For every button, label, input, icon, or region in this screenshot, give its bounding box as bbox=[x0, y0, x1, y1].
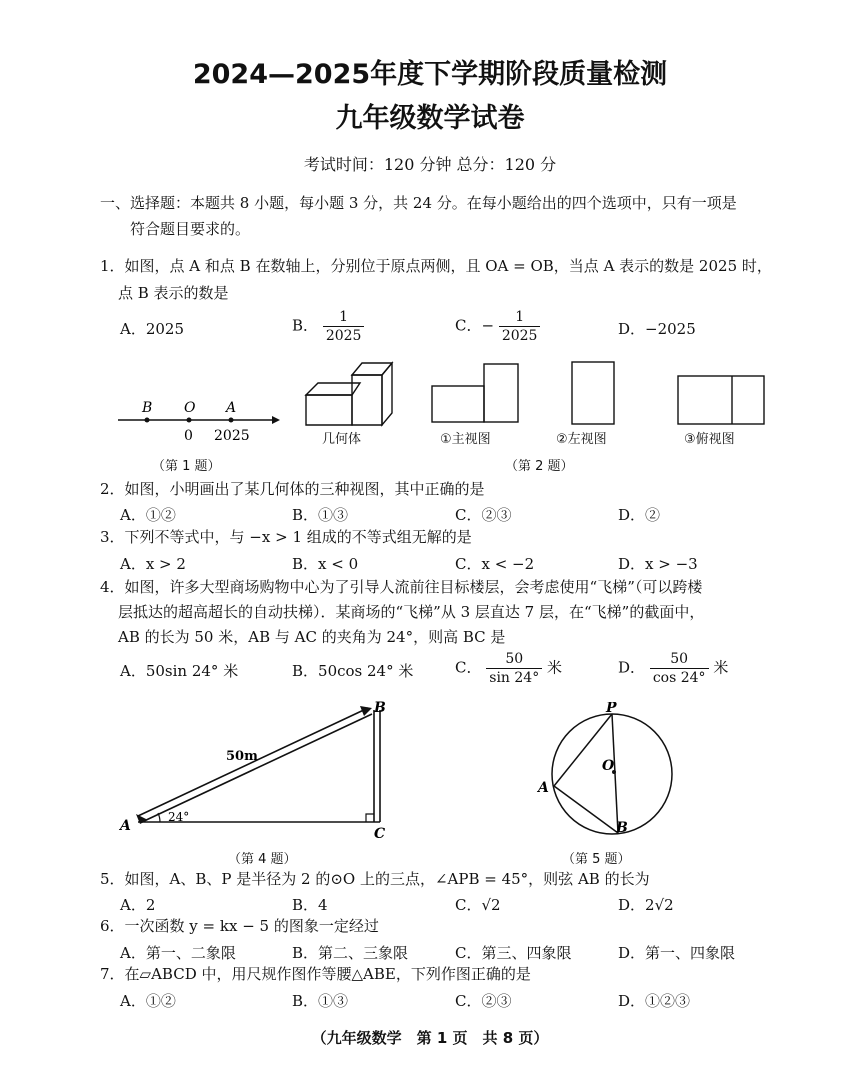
q2-solid-label: 几何体 bbox=[322, 432, 362, 447]
q5-option-b: B．4 bbox=[292, 896, 328, 914]
q7-stem: 7．在▱ABCD 中，用尺规作图作等腰△ABE，下列作图正确的是 bbox=[100, 965, 531, 983]
q5-option-d: D．2√2 bbox=[618, 896, 674, 914]
label-o: O bbox=[184, 400, 196, 416]
q5-caption: （第 5 题） bbox=[562, 852, 631, 867]
circle-o bbox=[552, 714, 672, 834]
q6-option-a: A．第一、二象限 bbox=[120, 944, 236, 962]
q2-caption: （第 2 题） bbox=[505, 459, 574, 474]
segment-ab-lower bbox=[142, 714, 372, 822]
q4-option-c-fraction bbox=[486, 650, 542, 687]
q7-option-c: C．②③ bbox=[455, 992, 512, 1010]
q4-option-d-numerator: 50 bbox=[650, 650, 709, 669]
q1-option-b-prefix: B． bbox=[292, 316, 319, 335]
q5-option-a: A．2 bbox=[120, 896, 156, 914]
q6-option-d: D．第一、四象限 bbox=[618, 944, 736, 962]
label-o: O bbox=[602, 758, 615, 774]
q2-front-view-figure bbox=[428, 360, 524, 426]
point-a bbox=[229, 418, 234, 423]
q7-option-d: D．①②③ bbox=[618, 992, 691, 1010]
q4-line2: 层抵达的超高超长的自动扶梯）．某商场的“飞梯”从 3 层直达 7 层，在“飞梯”的截面中， bbox=[118, 603, 705, 621]
label-b: B bbox=[374, 700, 386, 716]
q1-line2: 点 B 表示的数是 bbox=[118, 284, 229, 302]
q1-option-c-denominator: 2025 bbox=[501, 328, 538, 344]
label-angle: 24° bbox=[168, 810, 190, 824]
q1-option-c-prefix: C．− bbox=[455, 316, 495, 335]
q4-option-a: A．50sin 24° 米 bbox=[120, 662, 239, 680]
q5-stem: 5．如图，A、B、P 是半径为 2 的⊙O 上的三点，∠APB = 45°，则弦 AB 的长为 bbox=[100, 870, 650, 888]
q2-option-b: B．①③ bbox=[292, 506, 349, 524]
q4-escalator-figure bbox=[116, 696, 406, 846]
q4-option-d-unit: 米 bbox=[713, 658, 729, 677]
q1-option-c-numerator: 1 bbox=[499, 308, 541, 327]
exam-info: 考试时间：120 分钟 总分：120 分 bbox=[303, 155, 557, 174]
q2-option-a: A．①② bbox=[120, 506, 176, 524]
exam-subtitle: 九年级数学试卷 bbox=[335, 103, 525, 134]
q3-option-b: B．x < 0 bbox=[292, 555, 359, 573]
q7-option-b: B．①③ bbox=[292, 992, 349, 1010]
q2-stem: 2．如图，小明画出了某几何体的三种视图，其中正确的是 bbox=[100, 480, 485, 498]
q3-option-c: C．x < −2 bbox=[455, 555, 535, 573]
q7-option-a: A．①② bbox=[120, 992, 176, 1010]
right-angle-mark bbox=[366, 814, 374, 822]
q1-number-line-figure bbox=[112, 392, 282, 452]
label-2025: 2025 bbox=[214, 428, 250, 444]
q4-caption: （第 4 题） bbox=[228, 852, 297, 867]
section-heading bbox=[100, 190, 780, 242]
chord-pa bbox=[554, 714, 612, 786]
q2-front-view-label: ①主视图 bbox=[440, 432, 491, 447]
q2-solid-figure bbox=[300, 355, 400, 430]
q6-stem: 6．一次函数 y = kx − 5 的图象一定经过 bbox=[100, 917, 379, 935]
q5-option-c: C．√2 bbox=[455, 896, 501, 914]
label-a: A bbox=[538, 780, 549, 796]
q5-circle-figure bbox=[530, 702, 690, 842]
page-footer: （九年级数学 第 1 页 共 8 页） bbox=[311, 1029, 549, 1047]
q2-top-view-figure bbox=[674, 372, 770, 428]
label-zero: 0 bbox=[184, 428, 193, 444]
q1-option-a: A．2025 bbox=[120, 320, 185, 338]
q1-option-b bbox=[292, 308, 364, 345]
q1-line1: 1．如图，点 A 和点 B 在数轴上，分别位于原点两侧，且 OA = OB，当点 A 表示的数是 2025 时， bbox=[100, 257, 772, 275]
q4-option-d-fraction bbox=[650, 650, 709, 687]
q2-option-d: D．② bbox=[618, 506, 661, 524]
q6-option-b: B．第二、三象限 bbox=[292, 944, 409, 962]
q4-option-b: B．50cos 24° 米 bbox=[292, 662, 414, 680]
q4-line3: AB 的长为 50 米，AB 与 AC 的夹角为 24°，则高 BC 是 bbox=[118, 628, 506, 646]
number-line-arrow bbox=[272, 416, 280, 424]
q2-top-view-label: ③俯视图 bbox=[684, 432, 735, 447]
point-o bbox=[187, 418, 192, 423]
q3-option-a: A．x > 2 bbox=[120, 555, 186, 573]
label-b: B bbox=[142, 400, 153, 416]
q4-option-d bbox=[618, 650, 728, 687]
label-b: B bbox=[616, 820, 628, 836]
q1-option-c bbox=[455, 308, 540, 345]
q1-option-b-denominator: 2025 bbox=[325, 328, 362, 344]
q2-option-c: C．②③ bbox=[455, 506, 512, 524]
section-heading-line2: 符合题目要求的。 bbox=[130, 220, 251, 238]
q4-option-c-numerator: 50 bbox=[486, 650, 542, 669]
q2-left-view-figure bbox=[566, 358, 620, 428]
q3-option-d: D．x > −3 bbox=[618, 555, 698, 573]
q4-option-c bbox=[455, 650, 562, 687]
q6-option-c: C．第三、四象限 bbox=[455, 944, 572, 962]
q4-option-c-denominator: sin 24° bbox=[489, 670, 540, 686]
label-p: P bbox=[606, 702, 617, 716]
section-heading-line1: 一、选择题：本题共 8 小题，每小题 3 分，共 24 分。在每小题给出的四个选项中，只有一项是 bbox=[100, 194, 737, 212]
label-a: A bbox=[226, 400, 237, 416]
q1-option-c-fraction bbox=[499, 308, 541, 345]
label-length: 50m bbox=[226, 749, 258, 764]
q1-option-b-numerator: 1 bbox=[323, 308, 365, 327]
q1-option-b-fraction bbox=[323, 308, 365, 345]
exam-title: 2024—2025年度下学期阶段质量检测 bbox=[192, 59, 668, 90]
q4-option-d-denominator: cos 24° bbox=[652, 670, 706, 686]
q4-option-d-prefix: D． bbox=[618, 658, 646, 677]
q2-left-view-label: ②左视图 bbox=[556, 432, 607, 447]
q4-option-c-prefix: C． bbox=[455, 658, 482, 677]
q4-option-c-unit: 米 bbox=[547, 658, 563, 677]
label-a: A bbox=[120, 818, 131, 834]
q4-line1: 4．如图，许多大型商场购物中心为了引导人流前往目标楼层，会考虑使用“飞梯”（可以跨楼 bbox=[100, 578, 703, 596]
point-b bbox=[145, 418, 150, 423]
q1-caption: （第 1 题） bbox=[152, 459, 221, 474]
q3-stem: 3．下列不等式中，与 −x > 1 组成的不等式组无解的是 bbox=[100, 528, 472, 546]
q1-option-d: D．−2025 bbox=[618, 320, 696, 338]
label-c: C bbox=[374, 826, 386, 842]
